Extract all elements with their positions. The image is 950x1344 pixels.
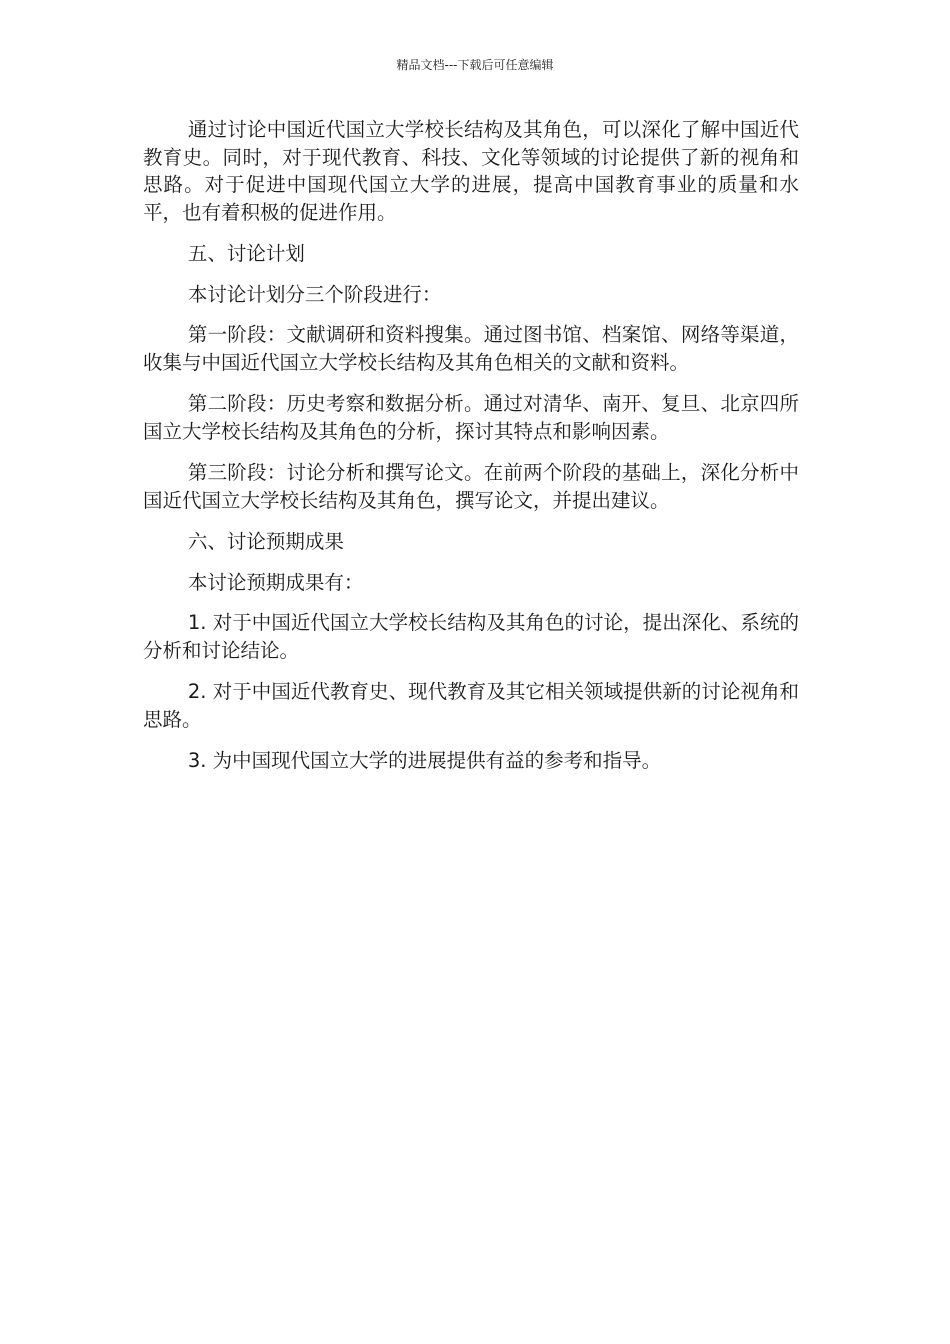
paragraph-plan-intro: 本讨论计划分三个阶段进行：: [187, 282, 442, 306]
section-heading-expected-results: 六、讨论预期成果: [187, 530, 344, 553]
list-item-result-3: 3. 为中国现代国立大学的进展提供有益的参考和指导。: [187, 749, 662, 772]
page-header: 精品文档---下载后可任意编辑: [396, 58, 554, 72]
paragraph-stage-one: 第一阶段：文献调研和资料搜集。通过图书馆、档案馆、网络等渠道，收集与中国近代国立大学校长结构及其角色相关的文献和资料。: [143, 323, 799, 374]
paragraph-stage-three: 第三阶段：讨论分析和撰写论文。在前两个阶段的基础上，深化分析中国近代国立大学校长结构及其角色，撰写论文，并提出建议。: [143, 461, 799, 512]
paragraph-stage-two: 第二阶段：历史考察和数据分析。通过对清华、南开、复旦、北京四所国立大学校长结构及其角色的分析，探讨其特点和影响因素。: [143, 392, 799, 443]
list-item-result-2: 2. 对于中国近代教育史、现代教育及其它相关领域提供新的讨论视角和思路。: [143, 680, 799, 731]
section-heading-research-plan: 五、讨论计划: [187, 242, 305, 265]
paragraph-results-intro: 本讨论预期成果有：: [187, 570, 364, 594]
paragraph-significance: 通过讨论中国近代国立大学校长结构及其角色，可以深化了解中国近代教育史。同时，对于现代教育、科技、文化等领域的讨论提供了新的视角和思路。对于促进中国现代国立大学的进展，提高中国教育事业的质量和水平，也有着积极的促进作用。: [143, 118, 799, 224]
list-item-result-1: 1. 对于中国近代国立大学校长结构及其角色的讨论，提出深化、系统的分析和讨论结论。: [143, 611, 799, 662]
document-body: [143, 116, 799, 788]
